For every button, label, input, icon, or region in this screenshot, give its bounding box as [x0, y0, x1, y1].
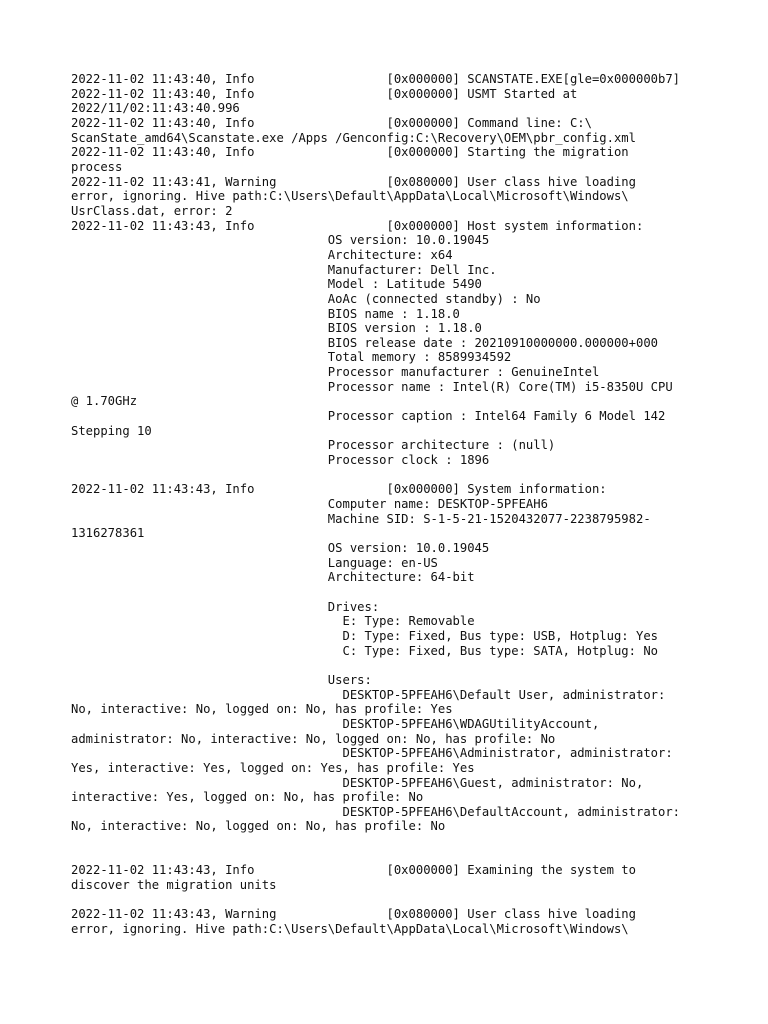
log-line: Language: en-US	[71, 555, 438, 570]
log-line: 2022-11-02 11:43:43, Info [0x000000] Host system information:	[71, 218, 644, 233]
log-line: @ 1.70GHz	[71, 394, 138, 409]
log-line: Yes, interactive: Yes, logged on: Yes, has profile: Yes	[71, 760, 475, 775]
log-line: Computer name: DESKTOP-5PFEAH6	[71, 497, 548, 512]
log-line: DESKTOP-5PFEAH6\DefaultAccount, administrator:	[71, 804, 681, 819]
log-line: administrator: No, interactive: No, logged on: No, has profile: No	[71, 731, 556, 746]
log-line: No, interactive: No, logged on: No, has profile: No	[71, 819, 446, 834]
log-line: Model : Latitude 5490	[71, 277, 482, 292]
log-line: 2022/11/02:11:43:40.996	[71, 101, 240, 116]
log-document	[71, 72, 680, 937]
log-line: OS version: 10.0.19045	[71, 541, 490, 555]
log-line: BIOS release date : 20210910000000.000000+000	[71, 335, 658, 350]
log-line: BIOS version : 1.18.0	[71, 321, 482, 336]
log-line: DESKTOP-5PFEAH6\Guest, administrator: No,	[71, 775, 644, 790]
log-line: C: Type: Fixed, Bus type: SATA, Hotplug: No	[71, 643, 658, 658]
log-line	[71, 849, 680, 864]
log-line: error, ignoring. Hive path:C:\Users\Default\AppData\Local\Microsoft\Windows\	[71, 189, 629, 204]
log-line: Processor caption : Intel64 Family 6 Model 142	[71, 409, 666, 424]
log-line: interactive: Yes, logged on: No, has profile: No	[71, 790, 424, 805]
log-line: Users:	[71, 672, 372, 687]
log-line: OS version: 10.0.19045	[71, 233, 490, 248]
log-line	[71, 468, 680, 483]
log-line	[71, 893, 680, 908]
log-line	[71, 834, 680, 849]
log-line: Stepping 10	[71, 423, 152, 438]
log-line: 2022-11-02 11:43:40, Info [0x000000] USMT Started at	[71, 86, 578, 101]
log-line: error, ignoring. Hive path:C:\Users\Default\AppData\Local\Microsoft\Windows\	[71, 922, 629, 937]
log-line: 2022-11-02 11:43:43, Info [0x000000] System information:	[71, 482, 607, 497]
log-line: Processor name : Intel(R) Core(TM) i5-8350U CPU	[71, 379, 673, 394]
log-line: 2022-11-02 11:43:43, Info [0x000000] Examining the system to	[71, 863, 636, 878]
log-line: Processor architecture : (null)	[71, 438, 556, 453]
log-line: UsrClass.dat, error: 2	[71, 203, 233, 218]
log-line: Total memory : 8589934592	[71, 350, 512, 365]
log-line: D: Type: Fixed, Bus type: USB, Hotplug: Yes	[71, 628, 658, 643]
log-line: discover the migration units	[71, 878, 277, 893]
log-line: 2022-11-02 11:43:40, Info [0x000000] Command line: C:\	[71, 115, 592, 130]
log-line: process	[71, 159, 123, 174]
log-line: Processor clock : 1896	[71, 453, 490, 468]
log-line: DESKTOP-5PFEAH6\WDAGUtilityAccount,	[71, 716, 600, 731]
log-line: 2022-11-02 11:43:41, Warning [0x080000] User class hive loading	[71, 174, 636, 189]
log-line: BIOS name : 1.18.0	[71, 306, 460, 321]
log-line	[71, 658, 680, 673]
log-line: Architecture: 64-bit	[71, 570, 475, 585]
log-line: No, interactive: No, logged on: No, has profile: Yes	[71, 702, 453, 717]
log-line	[71, 585, 680, 600]
log-line: 2022-11-02 11:43:43, Warning [0x080000] User class hive loading	[71, 907, 636, 922]
log-line: Manufacturer: Dell Inc.	[71, 262, 497, 277]
log-line: DESKTOP-5PFEAH6\Default User, administrator:	[71, 687, 666, 702]
log-line: Processor manufacturer : GenuineIntel	[71, 365, 600, 380]
log-line: ScanState_amd64\Scanstate.exe /Apps /Genconfig:C:\Recovery\OEM\pbr_config.xml	[71, 130, 636, 145]
log-line: DESKTOP-5PFEAH6\Administrator, administrator:	[71, 746, 673, 761]
log-line: 2022-11-02 11:43:40, Info [0x000000] Starting the migration	[71, 145, 629, 160]
log-line: E: Type: Removable	[71, 614, 475, 629]
log-line: AoAc (connected standby) : No	[71, 291, 541, 306]
log-line: 2022-11-02 11:43:40, Info [0x000000] SCANSTATE.EXE[gle=0x000000b7]	[71, 72, 681, 86]
log-line: Architecture: x64	[71, 247, 453, 262]
log-line: Drives:	[71, 599, 380, 614]
log-line: Machine SID: S-1-5-21-1520432077-2238795982-	[71, 511, 651, 526]
log-line: 1316278361	[71, 526, 145, 541]
